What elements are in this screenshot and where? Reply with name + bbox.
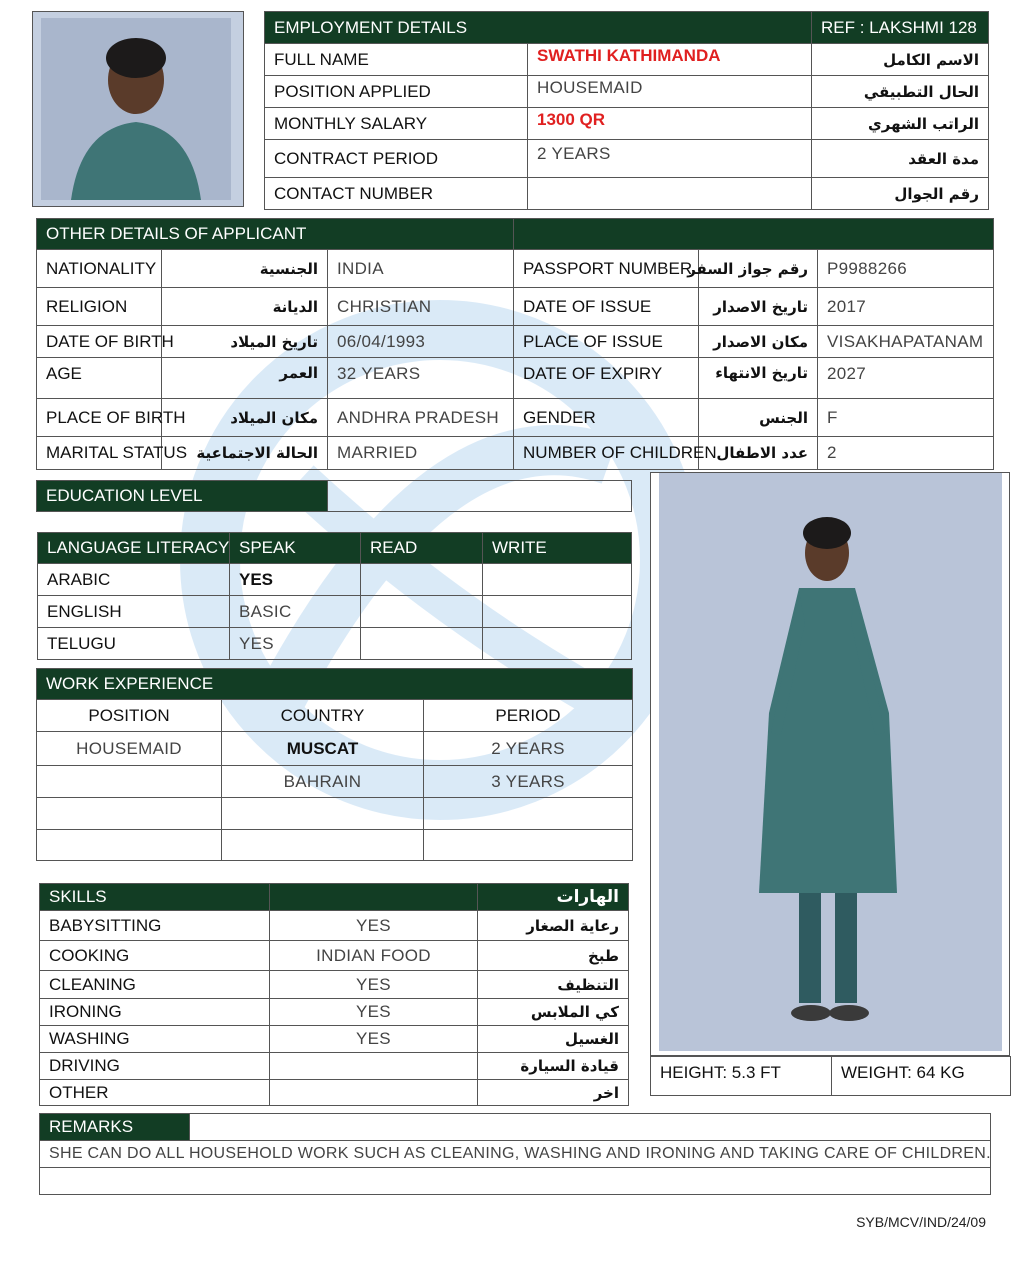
- skill-name: CLEANING: [40, 971, 270, 999]
- nationality-value: INDIA: [328, 250, 514, 288]
- monthly-salary-label: MONTHLY SALARY: [265, 108, 528, 140]
- education-level-table: [36, 480, 632, 512]
- contract-period-label: CONTRACT PERIOD: [265, 140, 528, 178]
- skill-row: [40, 1053, 629, 1080]
- work-period: 3 YEARS: [424, 766, 633, 798]
- full-name-value: SWATHI KATHIMANDA: [528, 44, 812, 76]
- skill-arabic: اخر: [478, 1080, 629, 1106]
- skill-arabic: طبخ: [478, 941, 629, 971]
- skill-value: [270, 1053, 478, 1080]
- gender-label: GENDER: [514, 399, 699, 437]
- work-period: 2 YEARS: [424, 732, 633, 766]
- period-header: PERIOD: [424, 700, 633, 732]
- language-row: [38, 596, 632, 628]
- language-name: ARABIC: [38, 564, 230, 596]
- skill-arabic: رعاية الصغار: [478, 911, 629, 941]
- monthly-salary-arabic: الراتب الشهري: [812, 108, 989, 140]
- language-write: [483, 596, 632, 628]
- contact-number-value: [528, 178, 812, 210]
- full-body-photo: [650, 472, 1010, 1056]
- skill-name: BABYSITTING: [40, 911, 270, 941]
- document-code: SYB/MCV/IND/24/09: [856, 1214, 986, 1230]
- country-header: COUNTRY: [222, 700, 424, 732]
- language-speak: BASIC: [230, 596, 361, 628]
- language-speak: YES: [230, 564, 361, 596]
- language-speak: YES: [230, 628, 361, 660]
- read-header: READ: [361, 533, 483, 564]
- date-of-expiry-arabic: تاريخ الانتهاء: [699, 358, 818, 399]
- skill-name: OTHER: [40, 1080, 270, 1106]
- position-applied-label: POSITION APPLIED: [265, 76, 528, 108]
- language-write: [483, 564, 632, 596]
- work-row: [37, 830, 633, 861]
- language-read: [361, 564, 483, 596]
- passport-number-value: P9988266: [818, 250, 994, 288]
- skill-name: IRONING: [40, 999, 270, 1026]
- contract-period-value: 2 YEARS: [528, 140, 812, 178]
- skill-row: [40, 1080, 629, 1106]
- skill-name: WASHING: [40, 1026, 270, 1053]
- work-country: BAHRAIN: [222, 766, 424, 798]
- language-name: TELUGU: [38, 628, 230, 660]
- other-details-table: [36, 218, 994, 470]
- work-row: [37, 766, 633, 798]
- weight-value: WEIGHT: 64 KG: [832, 1057, 1011, 1096]
- remarks-text: SHE CAN DO ALL HOUSEHOLD WORK SUCH AS CLEANING, WASHING AND IRONING AND TAKING CARE OF CHILDREN.: [40, 1141, 991, 1168]
- education-level-label: EDUCATION LEVEL: [37, 481, 328, 512]
- contract-period-arabic: مدة العقد: [812, 140, 989, 178]
- work-row: [37, 732, 633, 766]
- nationality-arabic: الجنسية: [162, 250, 328, 288]
- religion-arabic: الديانة: [162, 288, 328, 326]
- date-of-issue-value: 2017: [818, 288, 994, 326]
- passport-photo: [32, 11, 244, 207]
- skill-value: YES: [270, 999, 478, 1026]
- date-of-birth-arabic: تاريخ الميلاد: [162, 326, 328, 358]
- full-name-arabic: الاسم الكامل: [812, 44, 989, 76]
- skill-arabic: التنظيف: [478, 971, 629, 999]
- work-experience-table: [36, 668, 633, 861]
- place-of-issue-value: VISAKHAPATANAM: [818, 326, 994, 358]
- skill-value: INDIAN FOOD: [270, 941, 478, 971]
- work-position: [37, 830, 222, 861]
- full-name-label: FULL NAME: [265, 44, 528, 76]
- skill-value: YES: [270, 971, 478, 999]
- place-of-birth-arabic: مكان الميلاد: [162, 399, 328, 437]
- remarks-title: REMARKS: [40, 1114, 190, 1141]
- number-of-children-label: NUMBER OF CHILDREN: [514, 437, 699, 470]
- passport-number-arabic: رقم جواز السفر: [699, 250, 818, 288]
- contact-number-label: CONTACT NUMBER: [265, 178, 528, 210]
- language-read: [361, 596, 483, 628]
- work-country: MUSCAT: [222, 732, 424, 766]
- work-period: [424, 830, 633, 861]
- work-country: [222, 830, 424, 861]
- person-full-body-icon: [659, 473, 1002, 1051]
- marital-status-arabic: الحالة الاجتماعية: [162, 437, 328, 470]
- date-of-birth-label: DATE OF BIRTH: [37, 326, 162, 358]
- religion-label: RELIGION: [37, 288, 162, 326]
- other-details-title: OTHER DETAILS OF APPLICANT: [37, 219, 514, 250]
- skill-row: [40, 1026, 629, 1053]
- skill-value: YES: [270, 1026, 478, 1053]
- place-of-issue-arabic: مكان الاصدار: [699, 326, 818, 358]
- skill-arabic: الغسيل: [478, 1026, 629, 1053]
- language-row: [38, 628, 632, 660]
- height-value: HEIGHT: 5.3 FT: [651, 1057, 832, 1096]
- marital-status-label: MARITAL STATUS: [37, 437, 162, 470]
- speak-header: SPEAK: [230, 533, 361, 564]
- gender-arabic: الجنس: [699, 399, 818, 437]
- place-of-birth-label: PLACE OF BIRTH: [37, 399, 162, 437]
- religion-value: CHRISTIAN: [328, 288, 514, 326]
- skill-row: [40, 999, 629, 1026]
- work-row: [37, 798, 633, 830]
- work-experience-title: WORK EXPERIENCE: [37, 669, 633, 700]
- date-of-issue-label: DATE OF ISSUE: [514, 288, 699, 326]
- contact-number-arabic: رقم الجوال: [812, 178, 989, 210]
- skills-title: SKILLS: [40, 884, 270, 911]
- language-read: [361, 628, 483, 660]
- skill-row: [40, 971, 629, 999]
- language-literacy-table: [37, 532, 632, 660]
- write-header: WRITE: [483, 533, 632, 564]
- remarks-table: [39, 1113, 991, 1195]
- language-write: [483, 628, 632, 660]
- language-row: [38, 564, 632, 596]
- person-silhouette-icon: [41, 18, 231, 200]
- skill-arabic: كي الملابس: [478, 999, 629, 1026]
- position-applied-value: HOUSEMAID: [528, 76, 812, 108]
- employment-title: EMPLOYMENT DETAILS: [265, 12, 812, 44]
- number-of-children-arabic: عدد الاطفال: [699, 437, 818, 470]
- position-header: POSITION: [37, 700, 222, 732]
- date-of-issue-arabic: تاريخ الاصدار: [699, 288, 818, 326]
- skill-name: DRIVING: [40, 1053, 270, 1080]
- marital-status-value: MARRIED: [328, 437, 514, 470]
- place-of-birth-value: ANDHRA PRADESH: [328, 399, 514, 437]
- work-position: [37, 766, 222, 798]
- physical-table: [650, 1056, 1011, 1096]
- age-label: AGE: [37, 358, 162, 399]
- nationality-label: NATIONALITY: [37, 250, 162, 288]
- skill-row: [40, 911, 629, 941]
- skills-table: [39, 883, 629, 1106]
- skill-arabic: قيادة السيارة: [478, 1053, 629, 1080]
- work-period: [424, 798, 633, 830]
- age-arabic: العمر: [162, 358, 328, 399]
- work-country: [222, 798, 424, 830]
- date-of-birth-value: 06/04/1993: [328, 326, 514, 358]
- skills-title-arabic: الهارات: [478, 884, 629, 911]
- work-position: [37, 798, 222, 830]
- date-of-expiry-value: 2027: [818, 358, 994, 399]
- skill-name: COOKING: [40, 941, 270, 971]
- language-literacy-header: LANGUAGE LITERACY: [38, 533, 230, 564]
- education-level-value: [328, 481, 632, 512]
- work-position: HOUSEMAID: [37, 732, 222, 766]
- age-value: 32 YEARS: [328, 358, 514, 399]
- reference-number: REF : LAKSHMI 128: [812, 12, 989, 44]
- skill-value: [270, 1080, 478, 1106]
- position-applied-arabic: الحال التطبيقي: [812, 76, 989, 108]
- number-of-children-value: 2: [818, 437, 994, 470]
- monthly-salary-value: 1300 QR: [528, 108, 812, 140]
- language-name: ENGLISH: [38, 596, 230, 628]
- employment-details-table: [264, 11, 989, 210]
- date-of-expiry-label: DATE OF EXPIRY: [514, 358, 699, 399]
- skill-row: [40, 941, 629, 971]
- passport-number-label: PASSPORT NUMBER: [514, 250, 699, 288]
- gender-value: F: [818, 399, 994, 437]
- skill-value: YES: [270, 911, 478, 941]
- place-of-issue-label: PLACE OF ISSUE: [514, 326, 699, 358]
